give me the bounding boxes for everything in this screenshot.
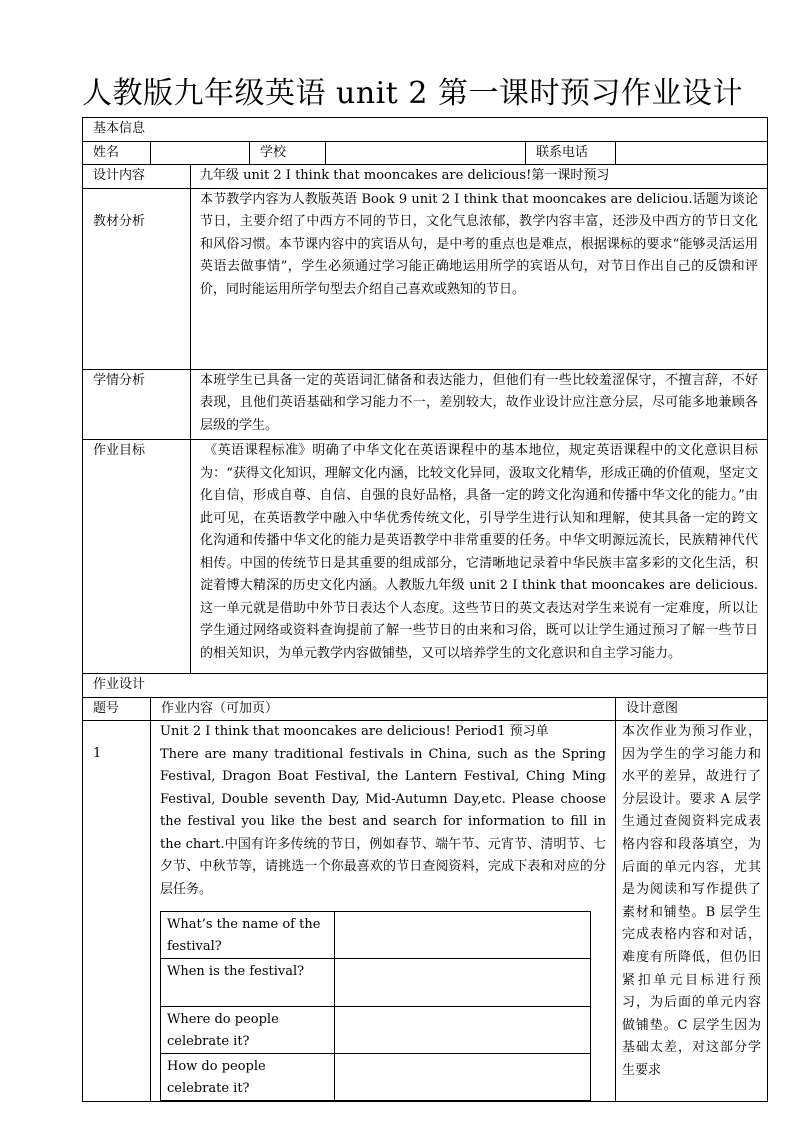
basic-fields-row xyxy=(83,141,768,165)
design-intent-text: 本次作业为预习作业，因为学生的学习能力和水平的差异，故进行了分层设计。要求 A 层学生通过查阅资料完成表格内容和段落填空，为后面的单元内容，尤其是为阅读和写作提供了素材和铺垫。B 层学生完成表格内容和对话，难度有所降低，但仍旧紧扣单元目标进行预习，为后面的单元内容做铺垫。C 层学生因为基础太差，对这部分学生要求 xyxy=(616,721,768,1102)
festival-chart xyxy=(160,911,591,1101)
page-title: 人教版九年级英语 unit 2 第一课时预习作业设计 xyxy=(82,76,743,111)
chart-answer-field[interactable] xyxy=(335,959,591,1007)
design-content-value: 九年级 unit 2 I think that mooncakes are delicious!第一课时预习 xyxy=(191,165,768,189)
col-intent-header: 设计意图 xyxy=(616,697,768,721)
chart-question: Where do people celebrate it? xyxy=(161,1007,335,1054)
basic-info-row xyxy=(83,118,768,142)
design-content-row xyxy=(83,165,768,189)
col-content-header: 作业内容（可加页） xyxy=(151,697,616,721)
phone-label: 联系电话 xyxy=(526,141,616,165)
chart-row xyxy=(161,912,591,959)
chart-answer-field[interactable] xyxy=(335,1007,591,1054)
homework-goal-row xyxy=(83,440,768,674)
basic-info-heading: 基本信息 xyxy=(83,118,768,142)
lesson-plan-table xyxy=(82,117,768,1102)
chart-question: When is the festival? xyxy=(161,959,335,1007)
chart-question: What’s the name of the festival? xyxy=(161,912,335,959)
chart-answer-field[interactable] xyxy=(335,1054,591,1101)
textbook-analysis-label: 教材分析 xyxy=(83,188,191,369)
phone-field[interactable] xyxy=(616,141,768,165)
chart-row xyxy=(161,959,591,1007)
item-title: Unit 2 I think that mooncakes are delicious! Period1 预习单 xyxy=(160,724,549,739)
school-label: 学校 xyxy=(250,141,326,165)
homework-design-heading: 作业设计 xyxy=(83,674,768,698)
design-header-row xyxy=(83,697,768,721)
homework-goal-text: 《英语课程标准》明确了中华文化在英语课程中的基本地位，规定英语课程中的文化意识目标为：“获得文化知识，理解文化内涵，比较文化异同，汲取文化精华，形成正确的价值观，坚定文化自信，形成自尊、自信、自强的良好品格，具备一定的跨文化沟通和传播中华文化的能力。”由此可见，在英语教学中融入中华优秀传统文化，引导学生进行认知和理解，使其具备一定的跨文化沟通和传播中华文化的能力是英语教学中非常重要的任务。中华文明源远流长，民族精神代代相传。中国的传统节日是其重要的组成部分，它清晰地记录着中华民族丰富多彩的文化生活，积淀着博大精深的历史文化内涵。人教版九年级 unit 2 I think that mooncakes are delicious.这一单元就是借助中外节日表达个人态度。这些节日的英文表达对学生来说有一定难度，所以让学生通过网络或资料查询提前了解一些节日的由来和习俗，既可以让学生通过预习了解一些节日的相关知识，为单元教学内容做铺垫，又可以培养学生的文化意识和自主学习能力。 xyxy=(191,440,768,674)
student-analysis-label: 学情分析 xyxy=(83,369,191,440)
item-number: 1 xyxy=(83,721,151,1102)
chart-question: How do people celebrate it? xyxy=(161,1054,335,1101)
name-label: 姓名 xyxy=(83,141,151,165)
chart-row xyxy=(161,1054,591,1101)
item-row xyxy=(83,721,768,1102)
student-analysis-row xyxy=(83,369,768,440)
homework-goal-label: 作业目标 xyxy=(83,440,191,674)
student-analysis-text: 本班学生已具备一定的英语词汇储备和表达能力，但他们有一些比较羞涩保守，不擅言辞，不好表现，且他们英语基础和学习能力不一，差别较大，故作业设计应注意分层，尽可能多地兼顾各层级的学生。 xyxy=(191,369,768,440)
textbook-analysis-text: 本节教学内容为人教版英语 Book 9 unit 2 I think that mooncakes are deliciou.话题为谈论节日，主要介绍了中西方不同的节日，文化气息浓郁，教学内容丰富，还涉及中西方的节日文化和风俗习惯。本节课内容中的宾语从句，是中考的重点也是难点，根据课标的要求“能够灵活运用英语去做事情”，学生必须通过学习能正确地运用所学的宾语从句，对节日作出自己的反馈和评价，同时能运用所学句型去介绍自己喜欢或熟知的节日。 xyxy=(191,188,768,369)
textbook-analysis-row xyxy=(83,188,768,369)
chart-row xyxy=(161,1007,591,1054)
item-text: There are many traditional festivals in China, such as the Spring Festival, Dragon Boat Festival, the Lantern Festival, Ching Ming Festival, Double seventh Day, Mid-Autumn Day,etc. Please choose the festival you like the best and search for information to fill in the chart.中国有许多传统的节日，例如春节、端午节、元宵节、清明节、七夕节、中秋节等，请挑选一个你最喜欢的节日查阅资料，完成下表和对应的分层任务。 xyxy=(160,746,606,897)
col-no-header: 题号 xyxy=(83,697,151,721)
name-field[interactable] xyxy=(151,141,250,165)
school-field[interactable] xyxy=(326,141,526,165)
chart-answer-field[interactable] xyxy=(335,912,591,959)
design-content-label: 设计内容 xyxy=(83,165,191,189)
homework-design-row xyxy=(83,674,768,698)
